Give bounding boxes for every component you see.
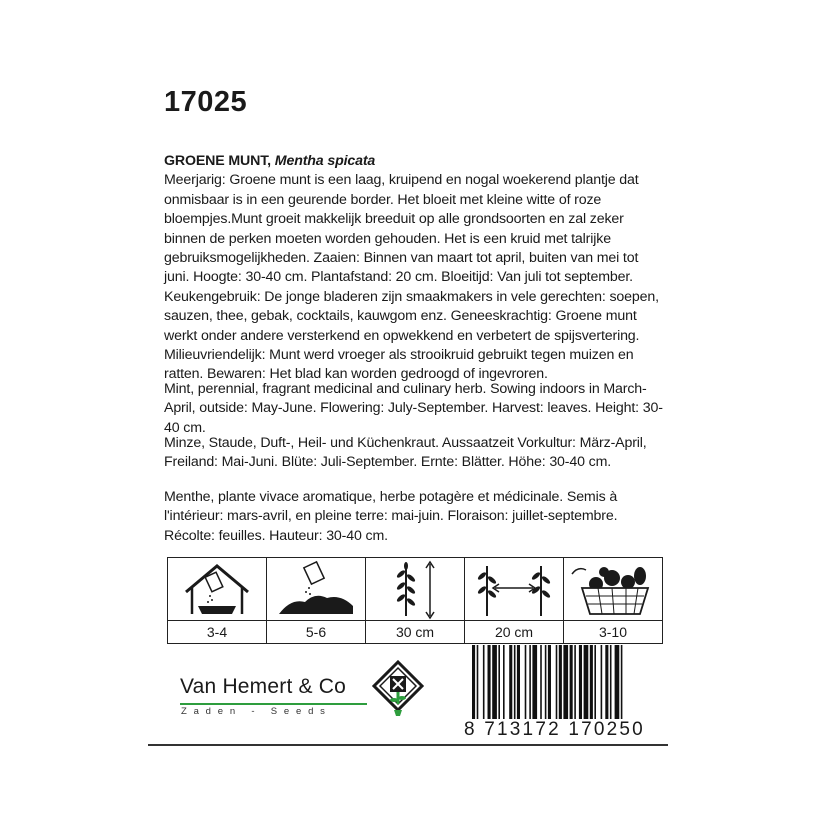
indoor-sowing-cell bbox=[168, 558, 267, 643]
barcode-bar bbox=[514, 645, 516, 721]
barcode-bar bbox=[488, 645, 491, 721]
barcode-bar bbox=[563, 645, 568, 721]
harvest-months: 3-10 bbox=[598, 624, 628, 640]
barcode-bar bbox=[605, 645, 608, 721]
brand-tagline: Zaden - Seeds bbox=[181, 706, 332, 717]
dutch-body: Meerjarig: Groene munt is een laag, kruipend en nogal woekerend plantje dat onmisbaar is in een geurende border. Het bloeit met kleine witte of roze bloempjes.Munt groeit makkelijk breeduit op alle grondsoorten en zal zeker binnen de perken moeten worden gehouden. Het is een kruid met talrijke gebruiksmogelijkheden. Zaaien: Binnen van maart tot april, buiten van mei tot juni. Hoogte: 30-40 cm. Plantafstand: 20 cm. Bloeitijd: Van juli tot september. Keukengebruik: De jonge bladeren zijn smaakmakers in vele gerechten: soepen, sauzen, thee, gebak, cocktails, kauwgom enz. Geneeskrachtig: Groene munt werkt onder andere versterkend en opwekkend en verbetert de spijsvertering. Milieuvriendelijk: Munt werd vroeger als strooikruid gebruikt tegen muizen en ratten. Bewaren: Het blad kan worden gedroogd of ingevroren. bbox=[164, 172, 659, 383]
french-description: Menthe, plante vivace aromatique, herbe potagère et médicinale. Semis à l'intérieur: mars-avril, en pleine terre: mai-juin. Floraison: juillet-septembre. Récolte: feuilles. Hauteur: 30-40 cm. bbox=[164, 489, 618, 544]
barcode-bar bbox=[570, 645, 573, 721]
barcode-bar bbox=[601, 645, 603, 721]
barcode-bar bbox=[509, 645, 512, 721]
plant-height-value: 30 cm bbox=[395, 624, 435, 640]
barcode-bar bbox=[615, 645, 620, 721]
barcode-bar bbox=[584, 645, 589, 721]
product-code: 17025 bbox=[164, 86, 248, 118]
plant-height-icon bbox=[370, 558, 460, 620]
outdoor-sowing-icon bbox=[271, 558, 361, 620]
barcode-bar bbox=[590, 645, 593, 721]
plant-spacing-cell bbox=[465, 558, 564, 643]
outdoor-sowing-months: 5-6 bbox=[305, 624, 327, 640]
barcode-bar bbox=[529, 645, 531, 721]
dutch-description bbox=[164, 152, 664, 385]
harvest-basket-icon bbox=[568, 558, 658, 620]
barcode-bar bbox=[503, 645, 505, 721]
plant-height-cell bbox=[366, 558, 465, 643]
growing-info-table bbox=[167, 557, 663, 644]
barcode-bar bbox=[574, 645, 576, 721]
barcode-bar bbox=[579, 645, 582, 721]
german-description: Minze, Staude, Duft-, Heil- und Küchenkraut. Aussaatzeit Vorkultur: März-April, Freiland: Mai-Juni. Blüte: Juli-September. Ernte: Blätter. Höhe: 30-40 cm. bbox=[164, 435, 647, 471]
brand-name: Van Hemert & Co bbox=[180, 675, 347, 698]
indoor-sowing-months: 3-4 bbox=[206, 624, 228, 640]
barcode-bar bbox=[492, 645, 497, 721]
barcode-bar bbox=[545, 645, 547, 721]
barcode-bar bbox=[559, 645, 562, 721]
barcode-bar bbox=[498, 645, 500, 721]
indoor-sowing-icon bbox=[172, 558, 262, 620]
barcode-bar bbox=[525, 645, 527, 721]
harvest-cell bbox=[564, 558, 662, 643]
barcode-bar bbox=[517, 645, 520, 721]
english-description: Mint, perennial, fragrant medicinal and culinary herb. Sowing indoors in March-April, outside: May-June. Flowering: July-September. Harvest: leaves. Height: 30-40 cm. bbox=[164, 381, 663, 436]
barcode-digits: 8 713172 170250 bbox=[464, 719, 645, 740]
product-name: GROENE MUNT, bbox=[164, 153, 271, 169]
barcode-bar bbox=[540, 645, 542, 721]
bottom-divider bbox=[148, 744, 668, 746]
plant-spacing-value: 20 cm bbox=[494, 624, 534, 640]
barcode-bar bbox=[483, 645, 485, 721]
barcode-bar bbox=[532, 645, 537, 721]
brand-underline bbox=[180, 703, 367, 705]
barcode-bar bbox=[556, 645, 558, 721]
barcode-bar bbox=[610, 645, 612, 721]
quality-badge-icon bbox=[372, 660, 424, 718]
outdoor-sowing-cell bbox=[267, 558, 366, 643]
plant-spacing-icon bbox=[469, 558, 559, 620]
latin-name: Mentha spicata bbox=[274, 153, 376, 169]
barcode-bar bbox=[594, 645, 596, 721]
